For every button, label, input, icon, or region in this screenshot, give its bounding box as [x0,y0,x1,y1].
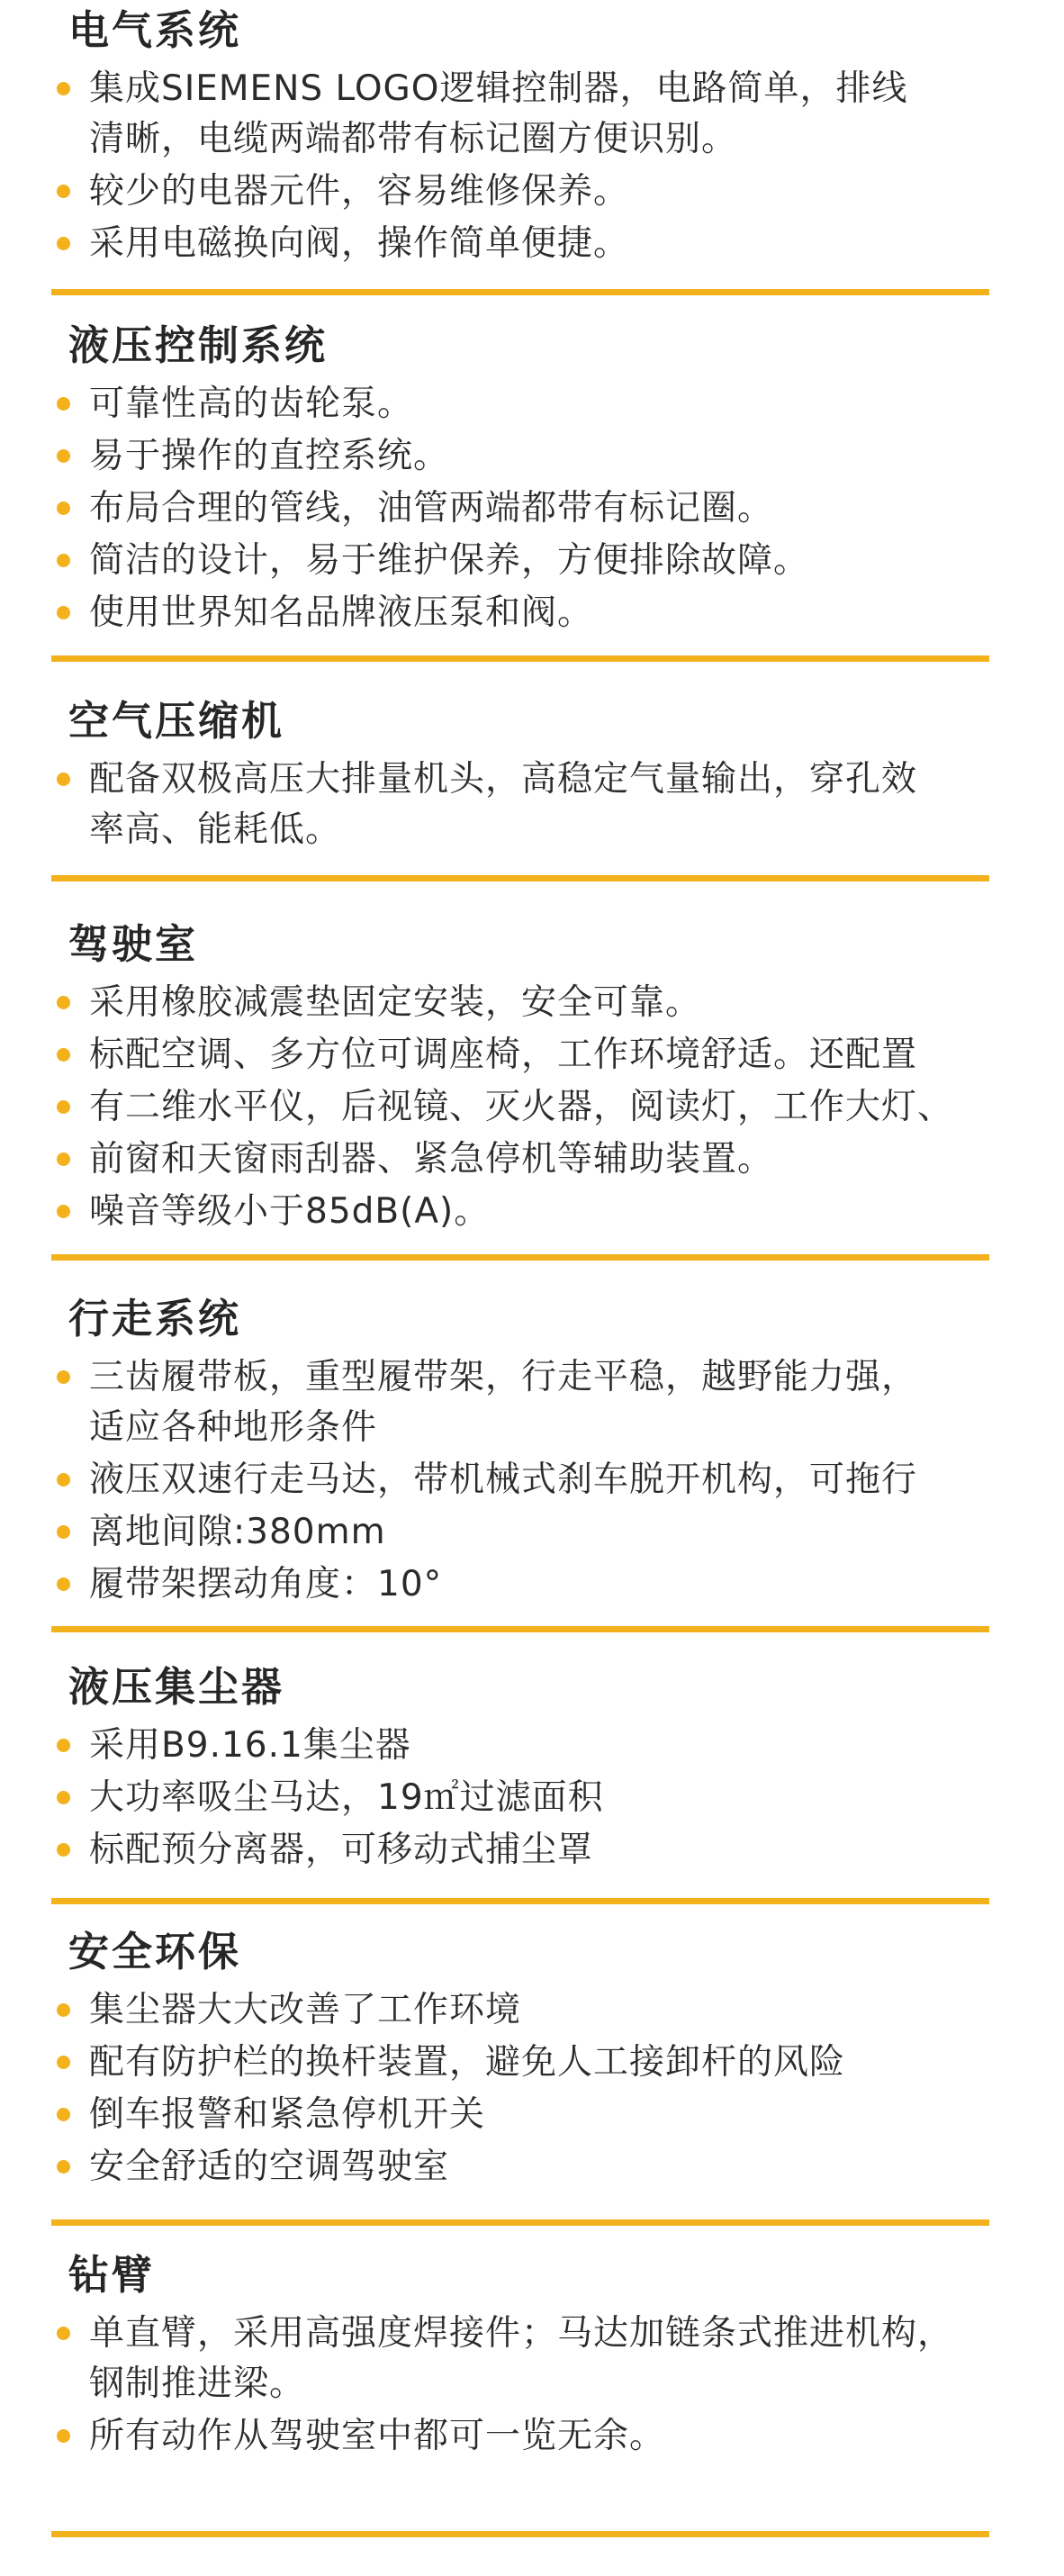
section-title: 空气压缩机 [68,697,285,745]
section-title: 行走系统 [68,1295,242,1342]
bullet-icon [57,237,70,250]
bullet-icon [57,2108,70,2121]
item-text: 采用B9.16.1集尘器 [89,1725,411,1766]
item-text: 离地间隙:380mm [89,1512,386,1552]
bullet-icon [57,996,70,1009]
item-text: 单直臂，采用高强度焊接件；马达加链条式推进机构， [89,2313,954,2354]
bullet-icon [57,554,70,567]
item-text: 布局合理的管线，油管两端都带有标记圈。 [89,488,774,529]
bullet-icon [57,1152,70,1166]
item-text: 噪音等级小于85dB(A)。 [89,1191,491,1232]
section-divider [51,289,989,295]
bullet-icon [57,1843,70,1857]
section-title: 安全环保 [68,1928,242,1975]
section-divider [51,2531,989,2537]
bullet-icon [57,82,70,95]
item-text: 采用橡胶减震垫固定安装，安全可靠。 [89,982,702,1023]
item-text: 配有防护栏的换杆装置，避免人工接卸杆的风险 [89,2042,846,2083]
section-title: 钻臂 [68,2251,156,2299]
item-text-continued: 率高、能耗低。 [89,809,342,850]
bullet-icon [57,1791,70,1804]
item-text: 标配预分离器，可移动式捕尘罩 [89,1830,594,1870]
bullet-icon [57,2160,70,2174]
bullet-icon [57,1525,70,1539]
item-text: 有二维水平仪，后视镜、灭火器，阅读灯，工作大灯、 [89,1087,954,1127]
item-text: 可靠性高的齿轮泵。 [89,384,414,424]
item-text: 使用世界知名品牌液压泵和阀。 [89,592,594,633]
bullet-icon [57,1048,70,1062]
item-text-continued: 钢制推进梁。 [89,2364,306,2404]
section-divider [51,1898,989,1904]
item-text-continued: 清晰，电缆两端都带有标记圈方便识别。 [89,119,738,159]
item-text: 标配空调、多方位可调座椅，工作环境舒适。还配置 [89,1035,918,1075]
bullet-icon [57,2003,70,2017]
item-text: 前窗和天窗雨刮器、紧急停机等辅助装置。 [89,1139,774,1180]
item-text-continued: 适应各种地形条件 [89,1407,378,1448]
section-divider [51,2219,989,2226]
bullet-icon [57,1205,70,1218]
bullet-icon [57,1739,70,1752]
bullet-icon [57,185,70,198]
item-text: 配备双极高压大排量机头，高稳定气量输出，穿孔效 [89,759,918,800]
section-divider [51,1254,989,1261]
section-title: 液压控制系统 [68,321,329,369]
item-text: 三齿履带板，重型履带架，行走平稳，越野能力强， [89,1357,918,1397]
item-text: 较少的电器元件，容易维修保养。 [89,171,630,212]
bullet-icon [57,502,70,515]
bullet-icon [57,1577,70,1591]
bullet-icon [57,449,70,463]
bullet-icon [57,2056,70,2069]
item-text: 所有动作从驾驶室中都可一览无余。 [89,2416,666,2456]
bullet-icon [57,1370,70,1384]
item-text: 集成SIEMENS LOGO逻辑控制器，电路简单，排线 [89,68,908,109]
section-title: 驾驶室 [68,920,199,968]
bullet-icon [57,2429,70,2443]
item-text: 液压双速行走马达，带机械式刹车脱开机构，可拖行 [89,1460,918,1500]
bullet-icon [57,1100,70,1114]
bullet-icon [57,773,70,786]
item-text: 大功率吸尘马达，19㎡过滤面积 [89,1777,604,1818]
item-text: 易于操作的直控系统。 [89,436,450,476]
section-divider [51,875,989,881]
item-text: 简洁的设计，易于维护保养，方便排除故障。 [89,540,810,581]
item-text: 集尘器大大改善了工作环境 [89,1990,522,2030]
bullet-icon [57,397,70,411]
bullet-icon [57,1473,70,1487]
item-text: 安全舒适的空调驾驶室 [89,2147,450,2187]
section-title: 电气系统 [68,6,242,54]
section-divider [51,655,989,662]
bullet-icon [57,606,70,619]
section-title: 液压集尘器 [68,1663,285,1711]
item-text: 倒车报警和紧急停机开关 [89,2094,486,2135]
section-divider [51,1626,989,1632]
bullet-icon [57,2327,70,2340]
item-text: 采用电磁换向阀，操作简单便捷。 [89,223,630,264]
item-text: 履带架摆动角度：10° [89,1564,443,1604]
